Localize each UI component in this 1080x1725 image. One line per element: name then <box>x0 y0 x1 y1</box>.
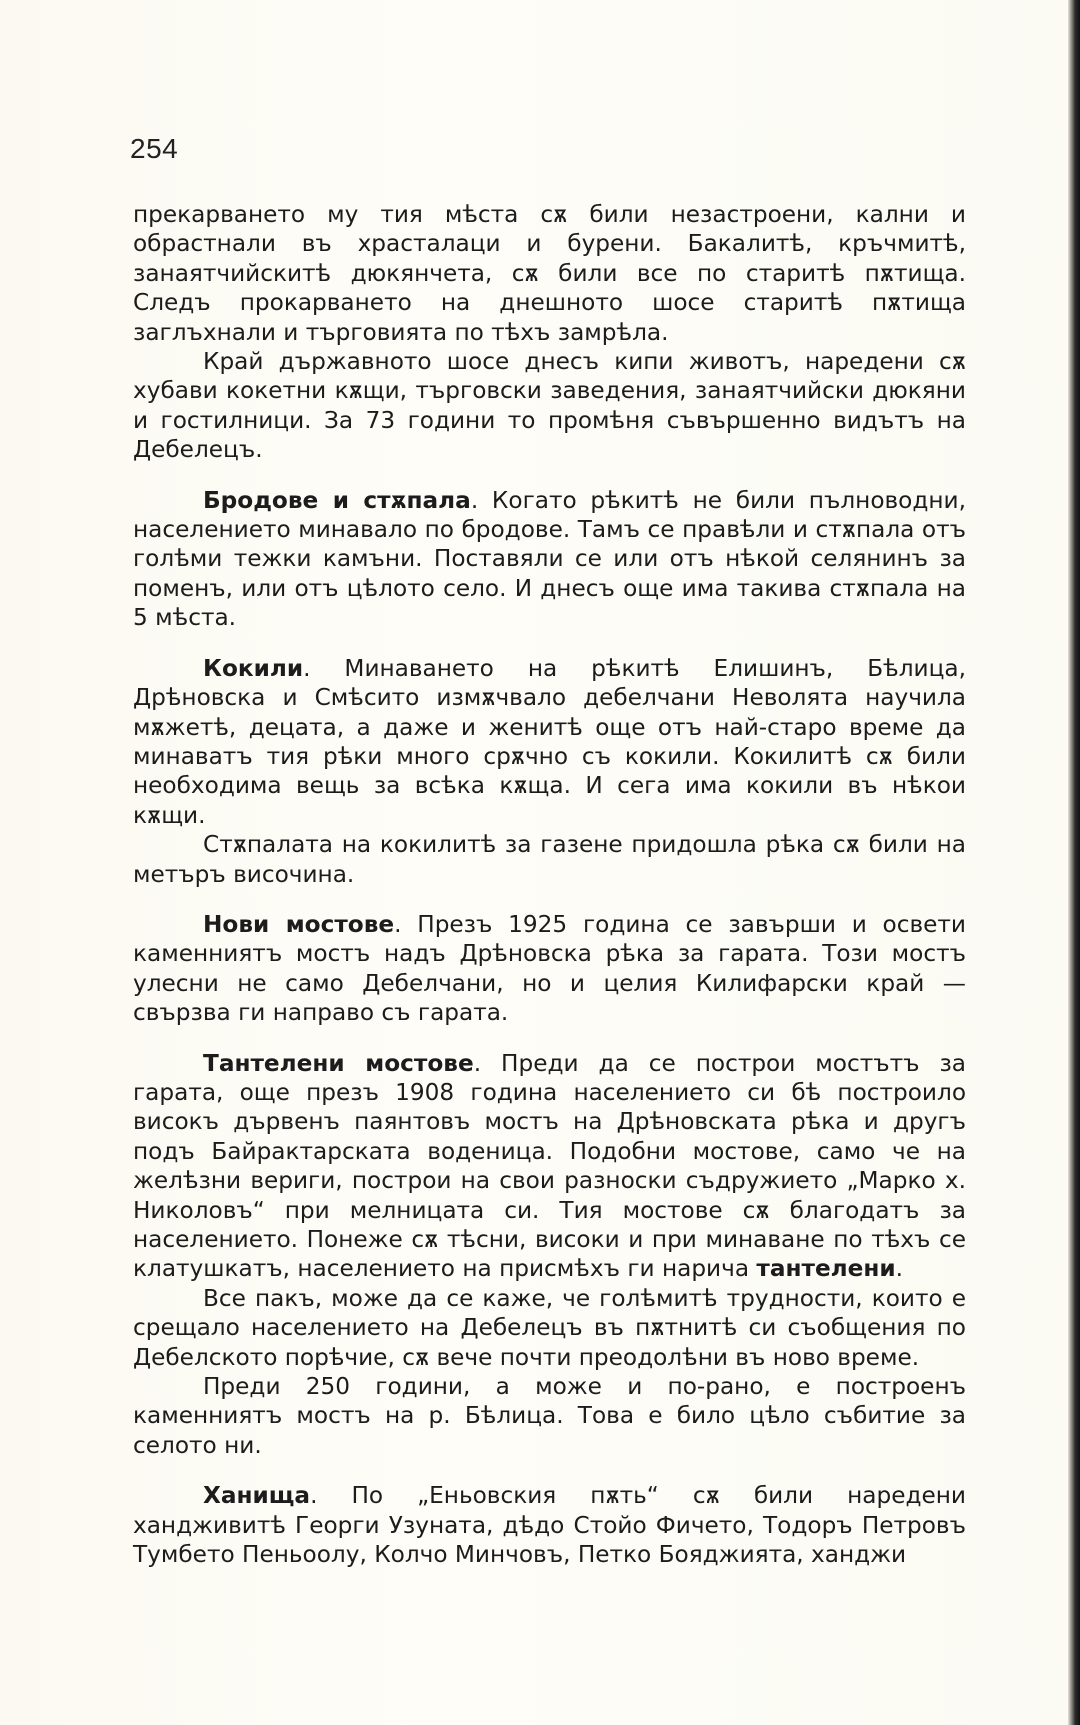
tanteleni-bold-word: тантелени <box>756 1255 896 1283</box>
page-edge-shadow <box>1068 0 1080 1725</box>
paragraph-kamenen-most-text: Преди 250 години, а може и по-рано, е построенъ каменниятъ мостъ на р. Бѣлица. Това е било цѣло събитие за селото ни. <box>133 1373 966 1459</box>
paragraph-2 <box>133 347 966 465</box>
paragraph-brodove-text: . Когато рѣкитѣ не били пълноводни, населението минавало по бродове. Тамъ се правѣли и стѫпала отъ голѣми тежки камъни. Поставяли се или отъ нѣкой селянинъ за поменъ, или отъ цѣлото село. И днесъ още има такива стѫпала на 5 мѣста. <box>133 486 966 632</box>
page-number: 254 <box>130 133 179 164</box>
paragraph-kamenen-most <box>133 1372 966 1460</box>
heading-tanteleni: Тантелени мостове <box>203 1049 474 1077</box>
paragraph-stapala-text: Стѫпалата на кокилитѣ за газене придошла рѣка сѫ били на метъръ височина. <box>133 831 966 888</box>
body-text <box>133 200 966 1569</box>
paragraph-1 <box>133 200 966 347</box>
tanteleni-end: . <box>895 1255 904 1283</box>
heading-hanishta: Ханища <box>203 1482 311 1510</box>
paragraph-trudnosti <box>133 1284 966 1372</box>
paragraph-hanishta-text: . По „Еньовския пѫть“ сѫ били наредени хандживитѣ Георги Узуната, дѣдо Стойо Фичето, Тодоръ Петровъ Тумбето Пеньоолу, Колчо Минчовъ, Петко Бояджията, ханджи <box>133 1482 966 1569</box>
heading-novi-mostove: Нови мостове <box>203 910 395 938</box>
paragraph-2-text: Край държавното шосе днесъ кипи животъ, наредени сѫ хубави кокетни кѫщи, търговски заведения, занаятчийски дюкяни и гостилници. За 73 години то промѣня съвършенно видътъ на Дебелецъ. <box>133 348 966 464</box>
paragraph-kokili-text: . Минаването на рѣкитѣ Елишинъ, Бѣлица, Дрѣновска и Смѣсито измѫчвало дебелчани Неволята научила мѫжетѣ, децата, а даже и женитѣ още отъ най-старо време да минаватъ тия рѣки много срѫчно съ кокили. Кокилитѣ сѫ били необходима вещь за всѣка кѫща. И сега има кокили въ нѣкои кѫщи. <box>133 654 966 829</box>
paragraph-trudnosti-text: Все пакъ, може да се каже, че голѣмитѣ трудности, които е срещало населението на Дебелецъ въ пѫтнитѣ си съобщения по Дебелското порѣчие, сѫ вече почти преодолѣни въ ново време. <box>133 1284 966 1371</box>
paragraph-novi-mostove-text: . Презъ 1925 година се завърши и освети каменниятъ мостъ надъ Дрѣновска рѣка за гарата. Този мостъ улесни не само Дебелчани, но и целия Килифарски край — свързва ги направо съ гарата. <box>133 910 966 1027</box>
paragraph-kokili <box>133 654 966 830</box>
paragraph-novi-mostove <box>133 910 966 1028</box>
heading-brodove: Бродове и стѫпала <box>203 486 471 514</box>
paragraph-hanishta <box>133 1481 966 1569</box>
paragraph-tanteleni <box>133 1049 966 1284</box>
paragraph-brodove <box>133 486 966 633</box>
paragraph-tanteleni-text: . Преди да се построи мостътъ за гарата, още презъ 1908 година населението си бѣ построило високъ дървенъ паянтовъ мостъ на Дрѣновската рѣка и другъ подъ Байрактарската воденица. Подобни мостове, само че на желѣзни вериги, построи на свои разноски съдружието „Марко х. Николовъ“ при мелницата си. Тия мостове сѫ благодатъ за населението. Понеже сѫ тѣсни, високи и при минаване по тѣхъ се клатушкатъ, населението на присмѣхъ ги нарича <box>133 1049 966 1283</box>
paragraph-stapala <box>133 830 966 889</box>
heading-kokili: Кокили <box>203 654 304 682</box>
paragraph-1-text: прекарването му тия мѣста сѫ били незастроени, кални и обрастнали въ храсталаци и бурени. Бакалитѣ, кръчмитѣ, занаятчийскитѣ дюкянчета, сѫ били все по старитѣ пѫтища. Следъ прокарването на днешното шосе старитѣ пѫтища заглъхнали и търговията по тѣхъ замрѣла. <box>133 201 966 346</box>
